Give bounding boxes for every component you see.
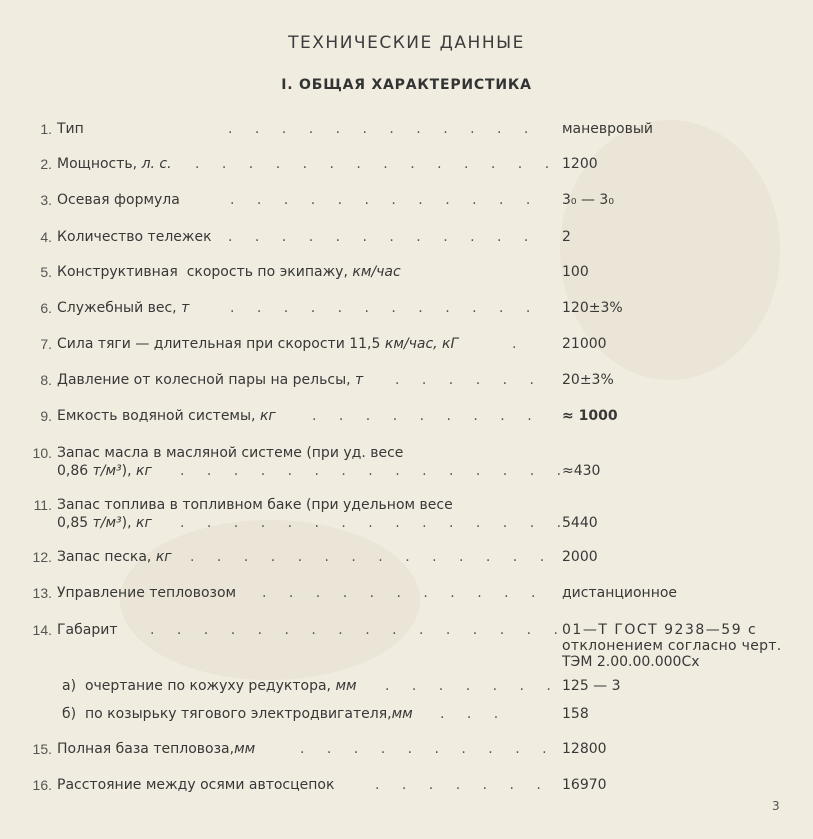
leader-dots: . . . . . . . . . . . . . . . [180, 515, 571, 531]
row-value: 100 [562, 264, 589, 280]
row-label: Осевая формула [57, 192, 180, 208]
leader-dots: . . . . . . . . . . . . [230, 300, 540, 316]
row-label: а) очертание по кожуху редуктора, мм [62, 678, 357, 694]
page-number: 3 [772, 799, 780, 813]
row-value: ≈430 [562, 463, 601, 479]
leader-dots: . . . . . . . . . . . . [228, 229, 538, 245]
row-value: 16970 [562, 777, 607, 793]
spec-row [0, 408, 813, 432]
page-title: ТЕХНИЧЕСКИЕ ДАННЫЕ [288, 33, 525, 53]
spec-row [0, 336, 813, 360]
spec-row [0, 445, 813, 489]
spec-row [0, 229, 813, 253]
row-label: б) по козырьку тягового электродвигателя,мм [62, 706, 413, 722]
spec-row [0, 156, 813, 180]
spec-row [0, 549, 813, 573]
row-value: 2 [562, 229, 571, 245]
row-number: 9. [40, 408, 52, 424]
row-number: 8. [40, 372, 52, 388]
row-value: маневровый [562, 121, 654, 137]
row-number: 15. [32, 741, 52, 757]
spec-row [0, 372, 813, 396]
row-label: Запас масла в масляной системе (при уд. весе [57, 445, 404, 461]
leader-dots: . . . . . . . . . . . . . . [190, 549, 554, 565]
row-value: 158 [562, 706, 589, 722]
spec-row [0, 121, 813, 145]
row-number: 14. [32, 622, 52, 638]
row-label: Полная база тепловоза,мм [57, 741, 256, 757]
row-number: 6. [40, 300, 52, 316]
leader-dots: . . . [440, 706, 508, 722]
spec-row-sub [0, 706, 813, 730]
spec-row [0, 777, 813, 801]
leader-dots: . . . . . . . . . . . . [230, 192, 540, 208]
row-label-continued: 0,86 т/м³), кг [57, 463, 152, 479]
row-number: 4. [40, 229, 52, 245]
row-value: 120±3% [562, 300, 623, 316]
row-value: 12800 [562, 741, 607, 757]
row-value: ≈ 1000 [562, 408, 618, 424]
row-number: 10. [32, 445, 52, 461]
row-number: 2. [40, 156, 52, 172]
value-line: отклонением согласно черт. [562, 638, 782, 654]
row-label: Служебный вес, т [57, 300, 190, 316]
row-number: 11. [33, 497, 52, 513]
leader-dots: . . . . . . . . . . . . . . [195, 156, 559, 172]
row-label: Тип [57, 121, 84, 137]
row-value: 3₀ — 3₀ [562, 192, 614, 208]
row-label: Мощность, л. с. [57, 156, 172, 172]
spec-row [0, 622, 813, 674]
row-value: 20±3% [562, 372, 614, 388]
spec-row [0, 585, 813, 609]
leader-dots: . . . . . . . [375, 777, 550, 793]
leader-dots: . . . . . . . . . . [300, 741, 556, 757]
leader-dots: . . . . . . . . . . . . [228, 121, 538, 137]
section-title: I. ОБЩАЯ ХАРАКТЕРИСТИКА [281, 77, 532, 93]
row-value: 1200 [562, 156, 598, 172]
spec-row [0, 741, 813, 765]
leader-dots: . . . . . . . . . . . [262, 585, 545, 601]
row-number: 1. [40, 121, 52, 137]
spec-row-sub [0, 678, 813, 702]
value-line: ТЭМ 2.00.00.000Сх [562, 654, 700, 670]
row-number: 3. [40, 192, 52, 208]
row-number: 16. [32, 777, 52, 793]
row-label: Запас песка, кг [57, 549, 172, 565]
row-label: Сила тяги — длительная при скорости 11,5 км/час, кГ [57, 336, 459, 352]
row-number: 13. [32, 585, 52, 601]
value-line: 01—Т ГОСТ 9238—59 с [562, 622, 758, 638]
spec-row [0, 300, 813, 324]
leader-dots: . . . . . . . . . . . . . . . [180, 463, 571, 479]
row-number: 7. [40, 336, 52, 352]
row-label: Конструктивная скорость по экипажу, км/час [57, 264, 401, 280]
leader-dots: . . . . . . [395, 372, 543, 388]
spec-row [0, 264, 813, 288]
row-value: 5440 [562, 515, 598, 531]
row-label: Емкость водяной системы, кг [57, 408, 276, 424]
row-label: Запас топлива в топливном баке (при удельном весе [57, 497, 453, 513]
leader-dots: . [512, 336, 526, 352]
leader-dots: . . . . . . . [385, 678, 560, 694]
spec-row [0, 497, 813, 541]
row-label: Габарит [57, 622, 118, 638]
row-value: дистанционное [562, 585, 678, 601]
row-label: Расстояние между осями автосцепок [57, 777, 335, 793]
leader-dots: . . . . . . . . . [312, 408, 541, 424]
row-value: 2000 [562, 549, 598, 565]
row-label-continued: 0,85 т/м³), кг [57, 515, 152, 531]
row-number: 5. [40, 264, 52, 280]
row-label: Количество тележек [57, 229, 212, 245]
spec-row [0, 192, 813, 216]
row-value: 125 — 3 [562, 678, 621, 694]
row-label: Управление тепловозом [57, 585, 237, 601]
row-value: 21000 [562, 336, 607, 352]
row-label: Давление от колесной пары на рельсы, т [57, 372, 364, 388]
row-value [562, 622, 786, 670]
row-number: 12. [32, 549, 52, 565]
leader-dots: . . . . . . . . . . . . . . . . [150, 622, 567, 638]
